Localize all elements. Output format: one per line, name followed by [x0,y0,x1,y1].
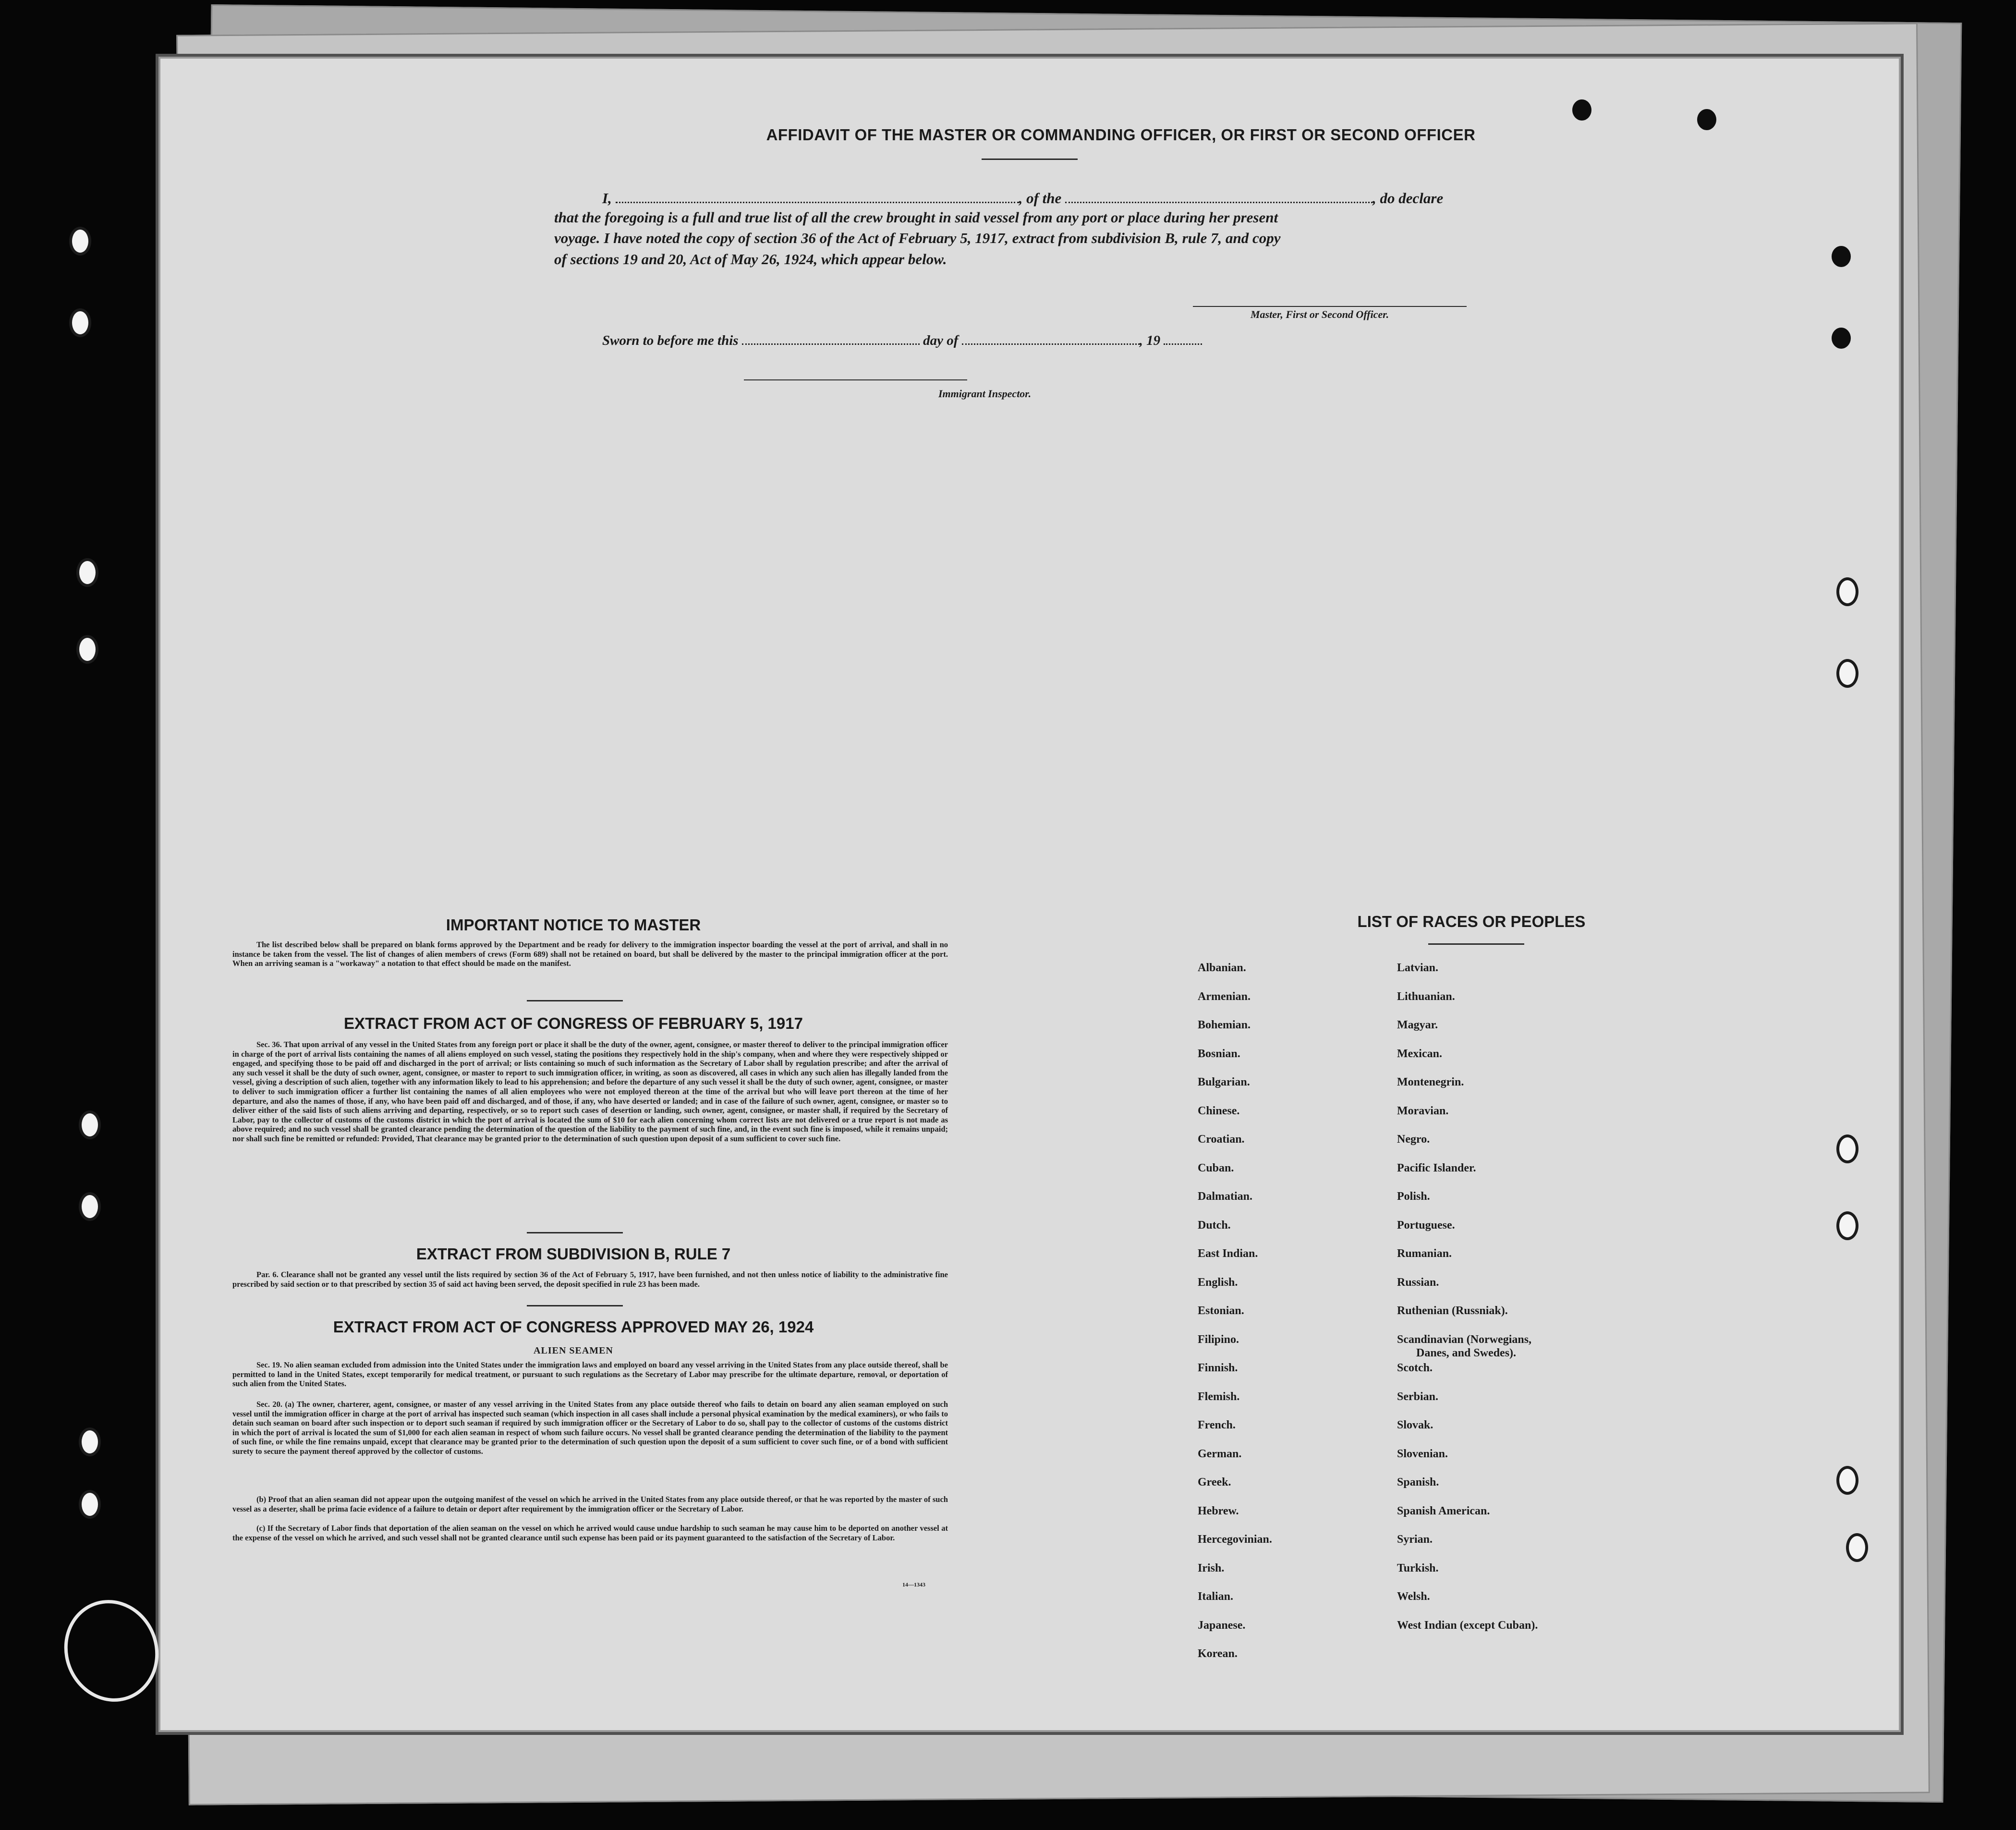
alien-seamen-subtitle: ALIEN SEAMEN [534,1345,613,1356]
declaration-line-2: that the foregoing is a full and true list of all the crew brought in said vessel from any port or place during her present [554,209,1278,226]
sec-19-text: Sec. 19. No alien seaman excluded from admission into the United States under the immigration laws and employed on board any vessel arriving in the United States from any place outside thereof, shall be permitted to land in the United States, except temporarily for medical treatment, or pursuant to such regulations as the Secretary of Labor may prescribe for the ultimate departure, removal, or deportation of such alien from the United States. [232,1360,948,1389]
extract-1924-title: EXTRACT FROM ACT OF CONGRESS APPROVED MAY 26, 1924 [333,1318,814,1336]
race-item: Finnish. [1198,1362,1238,1374]
handwritten-mark [50,1586,172,1715]
inspector-signature-line [744,379,967,380]
race-item: Pacific Islander. [1397,1161,1476,1174]
punch-hole [1846,1533,1868,1562]
race-item: Mexican. [1397,1047,1442,1060]
race-item: Magyar. [1397,1019,1438,1031]
race-item: Estonian. [1198,1305,1244,1317]
race-item: Danes, and Swedes). [1416,1346,1517,1359]
race-item: English. [1198,1276,1238,1289]
form-page [158,57,1901,1732]
race-item: Portuguese. [1397,1219,1455,1232]
punch-hole [1836,1135,1858,1163]
races-title: LIST OF RACES OR PEOPLES [1357,913,1586,930]
punch-hole [76,558,98,587]
race-item: Cuban. [1198,1161,1234,1174]
sworn-line [602,330,1202,349]
declaration-line-3: voyage. I have noted the copy of section 36 of the Act of February 5, 1917, extract from subdivision B, rule 7, and copy [554,230,1281,246]
race-item: Irish. [1198,1562,1225,1574]
race-item: German. [1198,1447,1242,1460]
punch-hole [69,308,91,337]
declaration-of-the: , of the [1019,190,1062,207]
ink-dot [1832,328,1851,349]
race-item: Scotch. [1397,1362,1433,1374]
name-blank [616,188,1019,203]
day-blank [742,330,920,345]
sworn-day-of: day of [923,333,959,348]
punch-hole [1836,1211,1858,1240]
month-blank [962,330,1140,345]
punch-hole [1836,577,1858,606]
punch-hole [76,635,98,664]
rule-7-title: EXTRACT FROM SUBDIVISION B, RULE 7 [416,1245,731,1263]
race-item: Syrian. [1397,1533,1433,1546]
declaration-do-declare: , do declare [1372,190,1444,207]
sworn-to-before: Sworn to before me this [602,333,739,348]
punch-hole [79,1110,101,1139]
race-item: Japanese. [1198,1619,1246,1632]
punch-hole [79,1192,101,1221]
signature-line [1193,306,1467,307]
signer-label: Master, First or Second Officer. [1251,308,1389,320]
race-item: Filipino. [1198,1333,1239,1346]
notice-divider [527,1000,623,1001]
race-item: Croatian. [1198,1133,1245,1146]
race-item: Scandinavian (Norwegians, [1397,1333,1532,1346]
declaration-line-4: of sections 19 and 20, Act of May 26, 1924, which appear below. [554,251,947,268]
declaration-i: I, [602,190,612,207]
race-item: East Indian. [1198,1247,1258,1260]
race-item: Serbian. [1397,1390,1439,1403]
races-divider [1428,943,1524,945]
race-item: Welsh. [1397,1590,1430,1603]
race-item: Hebrew. [1198,1504,1239,1517]
year-blank [1164,330,1202,345]
race-item: Dalmatian. [1198,1190,1252,1203]
punch-hole [79,1490,101,1519]
race-item: Slovenian. [1397,1447,1448,1460]
race-item: West Indian (except Cuban). [1397,1619,1538,1632]
rule-7-divider [527,1305,623,1306]
race-item: Spanish American. [1397,1504,1490,1517]
race-item: Armenian. [1198,990,1251,1003]
title-divider [982,159,1078,160]
race-item: Flemish. [1198,1390,1240,1403]
affidavit-title: AFFIDAVIT OF THE MASTER OR COMMANDING OFFICER, OR FIRST OR SECOND OFFICER [766,126,1476,144]
race-item: Greek. [1198,1476,1231,1488]
race-item: Bulgarian. [1198,1076,1250,1088]
ink-dot [1572,99,1591,121]
race-item: Polish. [1397,1190,1430,1203]
race-item: Slovak. [1397,1419,1433,1431]
race-item: Dutch. [1198,1219,1231,1232]
declaration-line-1 [602,188,1443,207]
rule-7-text: Par. 6. Clearance shall not be granted any vessel until the lists required by section 36 of the Act of February 5, 1917, have been furnished, and not then unless notice of liability to the administrative fine prescribed by said section or to that prescribed by section 35 of said act having been served, the deposit specified in rule 23 has been made. [232,1270,948,1289]
notice-title: IMPORTANT NOTICE TO MASTER [446,916,701,934]
sec-20a-text: Sec. 20. (a) The owner, charterer, agent, consignee, or master of any vessel arriving in the United States from any place outside thereof who fails to detain on board any alien seaman employed on such vessel until the immigration officer in charge at the port of arrival has inspected such seaman (which inspection in all cases shall include a personal physical examination by the medical examiners), or who fails to detain such seaman on board after such inspection or to deport such seaman if required by such immigration officer or the Secretary of Labor to do so, shall pay to the collector of customs of the customs district in which the port of arrival is located the sum of $1,000 for each alien seaman in respect of whom such failure occurs. No vessel shall be granted clearance pending the determination of the liability to the payment of such fine, or while the fine remains unpaid, except that clearance may be granted prior to the determination of such question upon the deposit of a sum sufficient to cover such fine, or of a bond with sufficient surety to secure the payment thereof approved by the collector of customs. [232,1400,948,1456]
ink-dot [1697,109,1716,130]
punch-hole [1836,1466,1858,1495]
race-item: Spanish. [1397,1476,1439,1488]
race-item: Korean. [1198,1647,1238,1660]
extract-1917-divider [527,1232,623,1233]
sworn-year: , 19 [1139,333,1161,348]
extract-1917-text: Sec. 36. That upon arrival of any vessel in the United States from any foreign port or place it shall be the duty of the owner, agent, consignee, or master thereof to deliver to the principal immigration officer in charge of the port of arrival lists containing the names of all aliens employed on such vessel, stating the positions they respectively hold in the ship's company, when and where they were respectively shipped or engaged, and specifying those to be paid off and discharged in the port of arrival; or lists containing so much of such information as the Secretary of Labor shall by regulation prescribe; and after the arrival of any such vessel it shall be the duty of such owner, agent, consignee, or master to report to such immigration officer, in writing, as soon as discovered, all cases in which any such alien has illegally landed from the vessel, giving a description of such alien, together with any information likely to lead to his apprehension; and before the departure of any such vessel it shall be the duty of such owner, agent, consignee, or master to deliver to such immigration officer a further list containing the names of all alien employees who were not employed thereon at the time of the arrival but who will leave port thereon at the time of her departure, and also the names of those, if any, who have been paid off and discharged, and of those, if any, who have deserted or landed; and in case of the failure of such owner, agent, consignee, or master so to deliver either of the said lists of such aliens arriving and departing, respectively, or so to report such cases of desertion or landing, such owner, agent, consignee, or master shall, if required by the Secretary of Labor, pay to the collector of customs of the customs district in which the port of arrival is located the sum of $10 for each alien concerning whom correct lists are not delivered or a true report is not made as above required; and no such vessel shall be granted clearance pending the determination of the question of the liability to the payment of such fine, and, in the event such fine is imposed, while it remains unpaid; nor shall such fine be remitted or refunded: Provided, That clearance may be granted prior to the determination of such question upon deposit of a sum sufficient to cover such fine. [232,1040,948,1143]
race-item: Ruthenian (Russniak). [1397,1305,1508,1317]
race-item: Lithuanian. [1397,990,1455,1003]
race-item: Italian. [1198,1590,1234,1603]
race-item: Turkish. [1397,1562,1439,1574]
race-item: Bosnian. [1198,1047,1240,1060]
race-item: Hercegovinian. [1198,1533,1272,1546]
extract-1917-title: EXTRACT FROM ACT OF CONGRESS OF FEBRUARY 5, 1917 [344,1014,803,1032]
vessel-blank [1065,188,1372,203]
race-item: Rumanian. [1397,1247,1452,1260]
sec-20b-text: (b) Proof that an alien seaman did not appear upon the outgoing manifest of the vessel on which he arrived in the United States from any place outside thereof, or that he was reported by the master of such vessel as a deserter, shall be prima facie evidence of a failure to detain or deport after requirement by the immigration officer or the Secretary of Labor. [232,1495,948,1513]
punch-hole [79,1427,101,1456]
form-number: 14—1343 [902,1581,925,1588]
punch-hole [69,227,91,256]
notice-text: The list described below shall be prepared on blank forms approved by the Department and be ready for delivery to the immigration inspector boarding the vessel at the port of arrival, and shall in no instance be taken from the vessel. The list of changes of alien members of crews (Form 689) shall not be retained on board, but shall be delivered by the master to the principal immigration officer at the port. When an arriving seaman is a "workaway" a notation to that effect should be made on the manifest. [232,940,948,968]
race-item: Chinese. [1198,1104,1240,1117]
race-item: Montenegrin. [1397,1076,1464,1088]
race-item: Negro. [1397,1133,1430,1146]
race-item: Moravian. [1397,1104,1449,1117]
race-item: Bohemian. [1198,1019,1251,1031]
race-item: Latvian. [1397,962,1439,974]
sec-20c-text: (c) If the Secretary of Labor finds that deportation of the alien seaman on the vessel on which he arrived would cause undue hardship to such seaman he may cause him to be deported on another vessel at the expense of the vessel on which he arrived, and such vessel shall not be granted clearance until such expense has been paid or its payment guaranteed to the satisfaction of the Secretary of Labor. [232,1524,948,1542]
race-item: Russian. [1397,1276,1439,1289]
inspector-label: Immigrant Inspector. [938,388,1032,400]
punch-hole [1836,659,1858,688]
race-item: French. [1198,1419,1236,1431]
race-item: Albanian. [1198,962,1246,974]
ink-dot [1832,246,1851,267]
